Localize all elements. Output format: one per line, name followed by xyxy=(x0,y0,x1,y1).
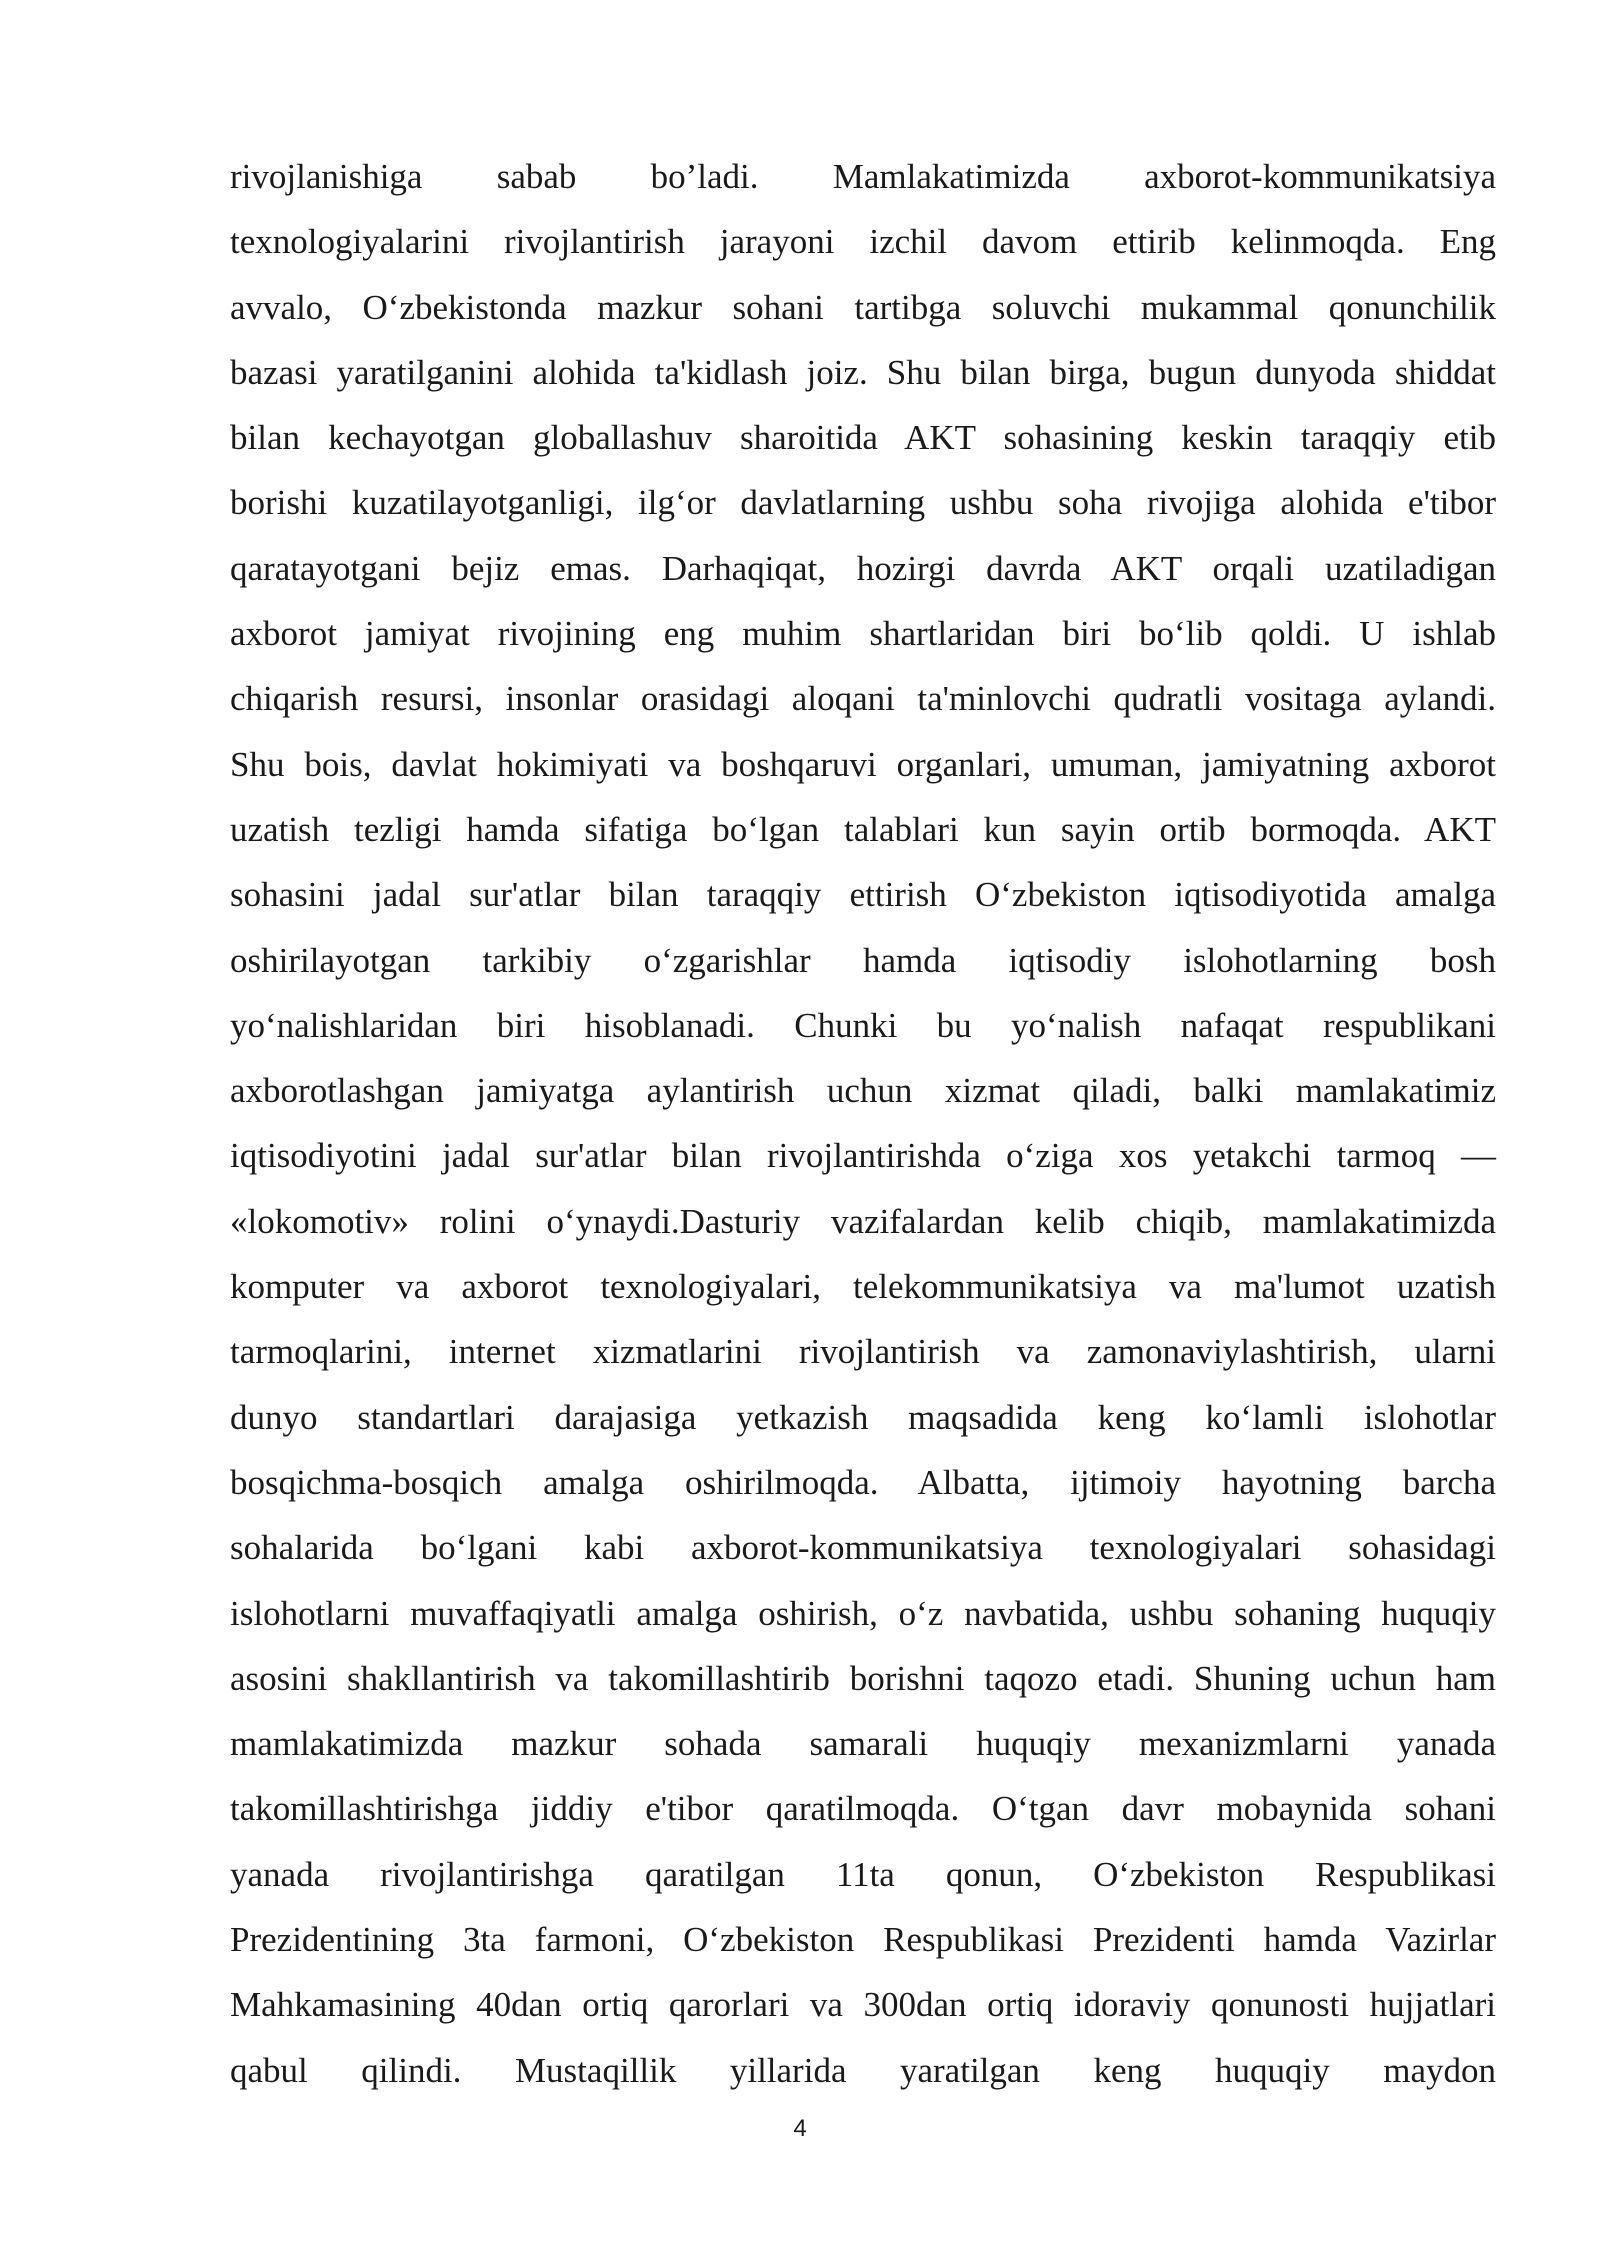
text-line: oshirilayotgan tarkibiy o‘zgarishlar hamda iqtisodiy islohotlarning bosh xyxy=(230,940,1496,980)
page-number: 4 xyxy=(793,2115,807,2142)
text-line: rivojlanishiga sabab bo’ladi. Mamlakatimizda axborot-kommunikatsiya xyxy=(230,157,1496,196)
text-line: qabul qilindi. Mustaqillik yillarida yaratilgan keng huquqiy maydon xyxy=(230,2050,1496,2090)
text-line: mamlakatimizda mazkur sohada samarali huquqiy mexanizmlarni yanada xyxy=(230,1724,1496,1764)
text-line: tarmoqlarini, internet xizmatlarini rivojlantirish va zamonaviylashtirish, ularni xyxy=(230,1332,1496,1372)
text-line: dunyo standartlari darajasiga yetkazish maqsadida keng ko‘lamli islohotlar xyxy=(230,1397,1496,1437)
text-line: sohasini jadal sur'atlar bilan taraqqiy ettirish O‘zbekiston iqtisodiyotida amalga xyxy=(230,875,1496,915)
text-line: Mahkamasining 40dan ortiq qarorlari va 300dan ortiq idoraviy qonunosti hujjatlari xyxy=(230,1985,1496,2025)
text-line: asosini shakllantirish va takomillashtirib borishni taqozo etadi. Shuning uchun ham xyxy=(230,1658,1496,1698)
text-line: sohalarida bo‘lgani kabi axborot-kommunikatsiya texnologiyalari sohasidagi xyxy=(230,1528,1496,1568)
text-line: iqtisodiyotini jadal sur'atlar bilan rivojlantirishda o‘ziga xos yetakchi tarmoq — xyxy=(230,1136,1496,1176)
text-line: «lokomotiv» rolini o‘ynaydi.Dasturiy vazifalardan kelib chiqib, mamlakatimizda xyxy=(230,1201,1496,1241)
text-line: takomillashtirishga jiddiy e'tibor qaratilmoqda. O‘tgan davr mobaynida sohani xyxy=(230,1789,1496,1829)
text-line: Shu bois, davlat hokimiyati va boshqaruvi organlari, umuman, jamiyatning axborot xyxy=(230,744,1496,784)
text-line: qaratayotgani bejiz emas. Darhaqiqat, hozirgi davrda AKT orqali uzatiladigan xyxy=(230,548,1496,588)
text-line: borishi kuzatilayotganligi, ilg‘or davlatlarning ushbu soha rivojiga alohida e'tibor xyxy=(230,483,1496,523)
text-line: bilan kechayotgan globallashuv sharoitida AKT sohasining keskin taraqqiy etib xyxy=(230,418,1496,458)
text-line: yanada rivojlantirishga qaratilgan 11ta qonun, O‘zbekiston Respublikasi xyxy=(230,1854,1496,1894)
body-text xyxy=(230,150,1496,2109)
text-line: bosqichma-bosqich amalga oshirilmoqda. Albatta, ijtimoiy hayotning barcha xyxy=(230,1462,1496,1502)
text-line: chiqarish resursi, insonlar orasidagi aloqani ta'minlovchi qudratli vositaga aylandi. xyxy=(230,679,1496,719)
text-line: axborot jamiyat rivojining eng muhim shartlaridan biri bo‘lib qoldi. U ishlab xyxy=(230,614,1496,654)
text-line: bazasi yaratilganini alohida ta'kidlash joiz. Shu bilan birga, bugun dunyoda shiddat xyxy=(230,352,1496,392)
text-line: islohotlarni muvaffaqiyatli amalga oshirish, o‘z navbatida, ushbu sohaning huquqiy xyxy=(230,1593,1496,1633)
text-line: komputer va axborot texnologiyalari, telekommunikatsiya va ma'lumot uzatish xyxy=(230,1267,1496,1307)
text-line: yo‘nalishlaridan biri hisoblanadi. Chunki bu yo‘nalish nafaqat respublikani xyxy=(230,1005,1496,1045)
text-line: Prezidentining 3ta farmoni, O‘zbekiston Respublikasi Prezidenti hamda Vazirlar xyxy=(230,1920,1496,1960)
text-line: texnologiyalarini rivojlantirish jarayoni izchil davom ettirib kelinmoqda. Eng xyxy=(230,222,1496,262)
text-line: uzatish tezligi hamda sifatiga bo‘lgan talablari kun sayin ortib bormoqda. AKT xyxy=(230,809,1496,849)
text-line: axborotlashgan jamiyatga aylantirish uchun xizmat qiladi, balki mamlakatimiz xyxy=(230,1071,1496,1111)
text-line: avvalo, O‘zbekistonda mazkur sohani tartibga soluvchi mukammal qonunchilik xyxy=(230,287,1496,327)
